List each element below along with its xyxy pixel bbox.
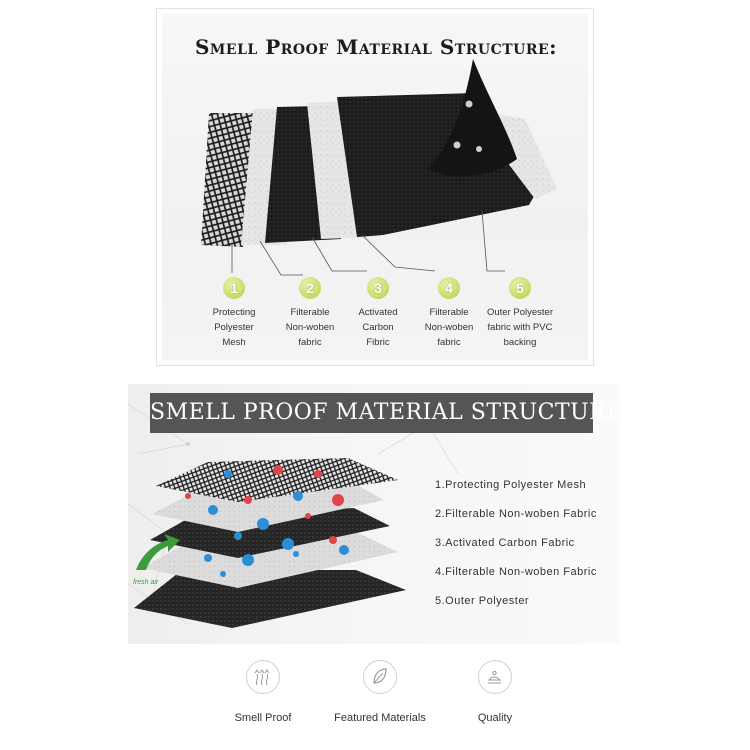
exploded-layers-illustration — [128, 440, 418, 630]
layer-5-label: Outer Polyester fabric with PVC backing — [487, 307, 553, 348]
panel1-title: Smell Proof Material Structure: — [194, 35, 558, 59]
feature-label-quality: Quality — [477, 712, 513, 724]
legend-item-1: 1.Protecting Polyester Mesh — [435, 479, 587, 491]
legend-item-4: 4.Filterable Non-woben Fabric — [435, 566, 597, 578]
layer-2-label: Filterable Non-woben fabric — [285, 307, 335, 348]
panel2-title: SMELL PROOF MATERIAL STRUCTURE — [150, 400, 623, 425]
legend-item-2: 2.Filterable Non-woben Fabric — [435, 508, 597, 520]
feature-label-featured-materials: Featured Materials — [334, 712, 426, 724]
leaf-icon — [363, 660, 397, 694]
smell-proof-icon — [246, 660, 280, 694]
quality-icon — [478, 660, 512, 694]
layer-4-badge: 4 — [438, 277, 460, 299]
layer-5-badge: 5 — [509, 277, 531, 299]
layer-3-badge: 3 — [367, 277, 389, 299]
layer-2-badge: 2 — [299, 277, 321, 299]
legend-item-3: 3.Activated Carbon Fabric — [435, 537, 575, 549]
material-structure-photo-panel — [156, 8, 594, 366]
feature-label-smell-proof: Smell Proof — [234, 712, 292, 724]
legend-item-5: 5.Outer Polyester — [435, 595, 530, 607]
layer-1-badge: 1 — [223, 277, 245, 299]
layer-1-label: Protecting Polyester Mesh — [212, 307, 256, 348]
layer-3-label: Activated Carbon Fibric — [358, 307, 398, 348]
layer-4-label: Filterable Non-woben fabric — [424, 307, 474, 348]
fresh-air-label: fresh air — [133, 579, 159, 586]
